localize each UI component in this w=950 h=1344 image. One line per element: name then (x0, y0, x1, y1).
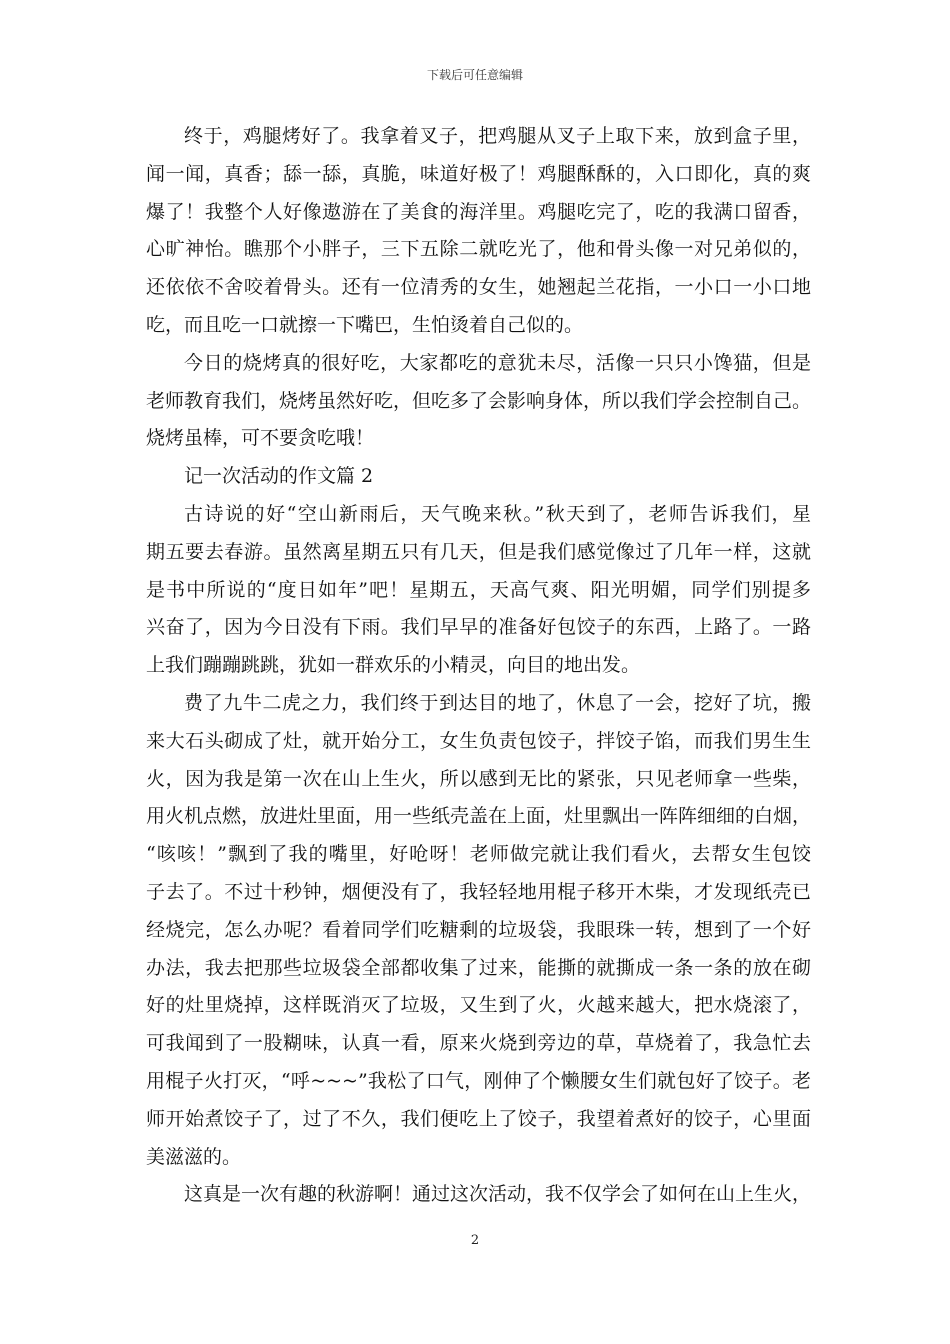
page-header: 下载后可任意编辑 (426, 68, 523, 82)
text-line: 美滋滋的。 (146, 1145, 242, 1168)
text-line: 老师教育我们，烧烤虽然好吃，但吃多了会影响身体，所以我们学会控制自己。 (146, 389, 812, 412)
text-line: 好的灶里烧掉，这样既消灭了垃圾，又生到了火，火越来越大，把水烧滚了， (146, 994, 811, 1017)
text-line: 子去了。不过十秒钟，烟便没有了，我轻轻地用棍子移开木柴，才发现纸壳已 (146, 880, 811, 903)
text-line: 闻一闻，真香；舔一舔，真脆，味道好极了！鸡腿酥酥的，入口即化，真的爽 (146, 162, 811, 185)
document-body (146, 118, 811, 1214)
text-line: 烧烤虽棒，可不要贪吃哦！ (146, 427, 375, 450)
text-line: 兴奋了，因为今日没有下雨。我们早早的准备好包饺子的东西，上路了。一路 (146, 616, 811, 639)
text-line: 古诗说的好“空山新雨后，天气晚来秋。”秋天到了，老师告诉我们，星 (184, 502, 811, 525)
text-line: 终于，鸡腿烤好了。我拿着叉子，把鸡腿从叉子上取下来，放到盒子里， (184, 125, 811, 147)
text-line: 这真是一次有趣的秋游啊！通过这次活动，我不仅学会了如何在山上生火， (184, 1183, 812, 1206)
text-line: 是书中所说的“度日如年”吧！星期五，天高气爽、阳光明媚，同学们别提多 (146, 578, 811, 601)
text-line: 今日的烧烤真的很好吃，大家都吃的意犹未尽，活像一只只小馋猫，但是 (184, 351, 811, 374)
text-line: 用火机点燃，放进灶里面，用一些纸壳盖在上面，灶里飘出一阵阵细细的白烟， (146, 805, 812, 828)
text-line: 上我们蹦蹦跳跳，犹如一群欢乐的小精灵，向目的地出发。 (146, 654, 641, 677)
page-number: 2 (470, 1233, 480, 1248)
text-line: “咳咳！”飘到了我的嘴里，好呛呀！老师做完就让我们看火，去帮女生包饺 (146, 843, 811, 866)
text-line: 心旷神怡。瞧那个小胖子，三下五除二就吃光了，他和骨头像一对兄弟似的， (146, 238, 811, 261)
text-line: 师开始煮饺子了，过了不久，我们便吃上了饺子，我望着煮好的饺子，心里面 (146, 1107, 811, 1130)
text-line: 火，因为我是第一次在山上生火，所以感到无比的紧张，只见老师拿一些柴， (146, 767, 811, 790)
text-line: 办法，我去把那些垃圾袋全部都收集了过来，能撕的就撕成一条一条的放在砌 (146, 956, 811, 979)
text-line: 期五要去春游。虽然离星期五只有几天，但是我们感觉像过了几年一样，这就 (146, 540, 811, 563)
text-line: 吃，而且吃一口就擦一下嘴巴，生怕烫着自己似的。 (146, 313, 584, 336)
text-line: 爆了！我整个人好像遨游在了美食的海洋里。鸡腿吃完了，吃的我满口留香， (146, 200, 811, 223)
text-line: 可我闻到了一股糊味，认真一看，原来火烧到旁边的草，草烧着了，我急忙去 (146, 1032, 811, 1055)
text-line: 还依依不舍咬着骨头。还有一位清秀的女生，她翘起兰花指，一小口一小口地 (146, 276, 811, 299)
text-line: 来大石头砌成了灶，就开始分工，女生负责包饺子，拌饺子馅，而我们男生生 (146, 729, 811, 752)
text-line: 记一次活动的作文篇 2 (184, 465, 374, 488)
text-line: 经烧完，怎么办呢？看着同学们吃糖剩的垃圾袋，我眼珠一转，想到了一个好 (146, 918, 811, 941)
text-line: 费了九牛二虎之力，我们终于到达目的地了，休息了一会，挖好了坑，搬 (184, 691, 811, 714)
text-line: 用棍子火打灭，“呼~~~”我松了口气，刚伸了个懒腰女生们就包好了饺子。老 (146, 1069, 811, 1092)
